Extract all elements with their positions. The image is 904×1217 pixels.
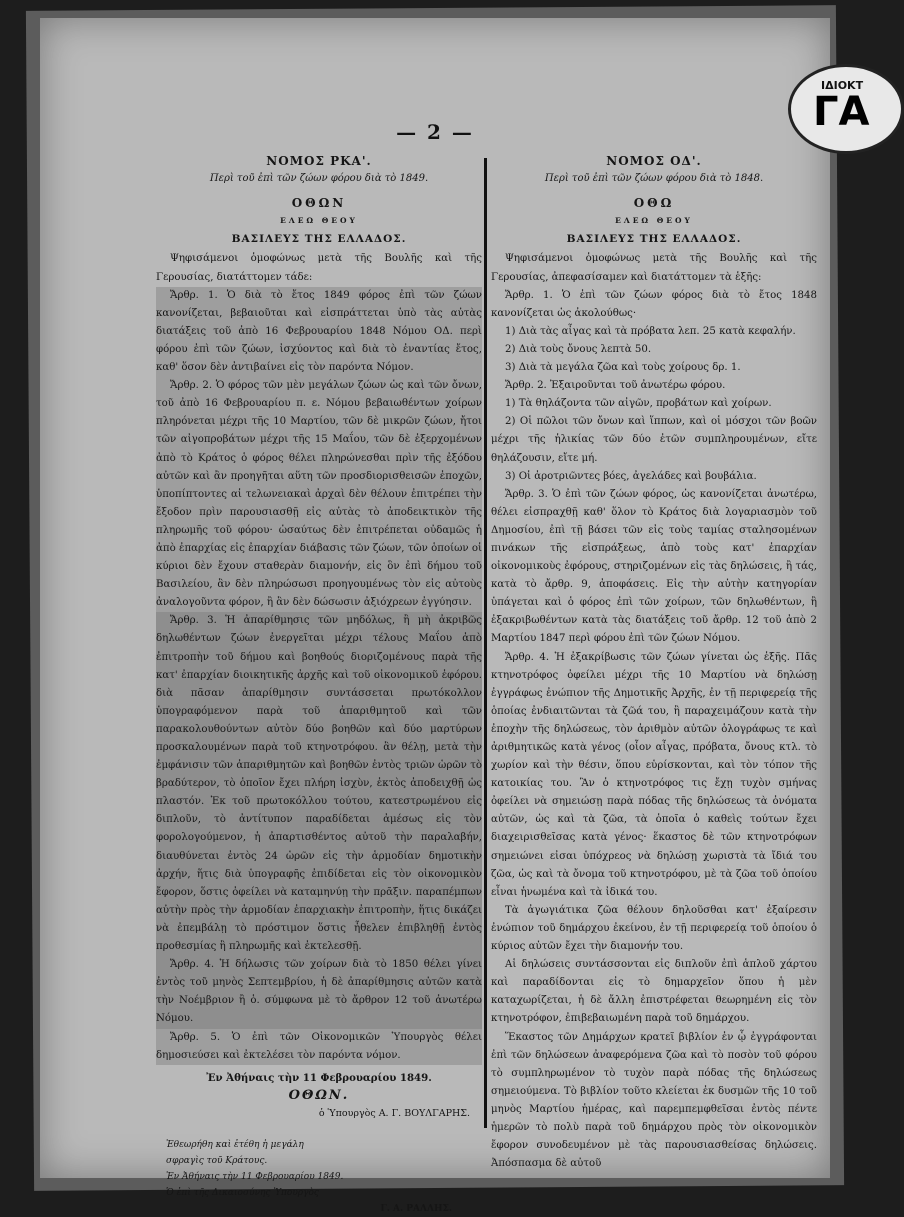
- article-2-item: 1) Τὰ θηλάζοντα τῶν αἰγῶν, προβάτων καὶ χοίρων.: [505, 398, 772, 410]
- article-5: Ἄρθρ. 5. Ὁ ἐπὶ τῶν Οἰκονομικῶν Ὑπουργὸς θέλει δημοσιεύσει καὶ ἐκτελέσει τὸν παρόντα νόμον.: [156, 1029, 482, 1065]
- page-number: — 2 —: [396, 120, 474, 144]
- seal-note-line: Ὁ ἐπὶ τῆς Δικαιοσύνης Ὑπουργὸς: [166, 1187, 319, 1198]
- law-title: ΝΟΜΟΣ ΡΚΑ'.: [266, 154, 372, 168]
- law-subtitle: Περὶ τοῦ ἐπὶ τῶν ζώων φόρου διὰ τὸ 1848.: [544, 173, 764, 185]
- king-title: ΒΑΣΙΛΕΥΣ ΤΗΣ ΕΛΛΑΔΟΣ.: [566, 233, 742, 246]
- article-1-item: 3) Διὰ τὰ μεγάλα ζῶα καὶ τοὺς χοίρους δρ. 1.: [505, 362, 741, 374]
- seal-note-line: σφραγὶς τοῦ Κράτους.: [166, 1155, 268, 1166]
- article-1-item: 2) Διὰ τοὺς ὄνους λεπτὰ 50.: [505, 343, 652, 355]
- king-title: ΒΑΣΙΛΕΥΣ ΤΗΣ ΕΛΛΑΔΟΣ.: [231, 233, 407, 246]
- stamp-big-text: ΓΑ: [813, 89, 870, 135]
- right-column: [491, 146, 817, 1173]
- seal-note-line: Ἐθεωρήθη καὶ ἐτέθη ἡ μεγάλη: [166, 1139, 304, 1150]
- minister-signature: ὁ Ὑπουργὸς Α. Γ. ΒΟΥΛΓΑΡΗΣ.: [318, 1107, 470, 1119]
- article-3: Ἄρθρ. 3. Ἡ ἀπαρίθμησις τῶν μηδόλως, ἢ μὴ ἀκριβῶς δηλωθέντων ζώων ἐνεργεῖται μέχρι τέλους Μαΐου ἀπὸ ἐπιτροπὴν τοῦ δήμου καὶ βοηθούς διοριζομένους παρὰ τῆς κατ' ἐπαρχίαν διοικητικῆς ἀρχῆς καὶ τοῦ οἰκονομικοῦ ἐφόρου. διὰ πᾶσαν ἀπαρίθμησιν συντάσσεται πρωτόκολλον ὑπογραφόμενον παρὰ τοῦ ἀπαριθμητοῦ καὶ τῶν παρακολουθούντων αὐτὸν δύο βοηθῶν καὶ δύο μαρτύρων προσκαλουμένων παρὰ τοῦ κτηνοτρόφου. ἂν θέλῃ, μετὰ τὴν ἐμφάνισιν τῶν ἀπαριθμητῶν καὶ βοηθῶν ἐντὸς τριῶν ὡρῶν τὸ βραδύτερον, τὸ ὁποῖον ἔχει πλήρη ἰσχὺν, ἐκτὸς ἀποδειχθῇ ὡς πλαστόν. Ἐκ τοῦ πρωτοκόλλου τούτου, κατεστρωμένου εἰς διπλοῦν, τὸ ἀντίτυπον παραδίδεται ἀμέσως εἰς τὸν φορολογούμενον, ἡ ἀπαρτισθέντος αὐτοῦ τὴν παραλαβήν, διαυθύνεται ἐντὸς 24 ὡρῶν εἰς τὴν ἁρμοδίαν δημοτικὴν ἀρχήν, ἥτις διὰ ὑπογραφῆς ἐπιδίδεται εἰς τὸν οἰκονομικὸν ἔφορον, ὅστις ὀφείλει νὰ καταμηνύῃ τὴν πρᾶξιν. παραπέμπων αὐτὴν πρὸς τὴν ἁρμοδίαν ἐπαρχιακὴν ἐπιτροπὴν, ἥτις δικάζει νὰ ἐπεμβάλῃ τὸ πρόστιμον ὅστις ἦθελεν ἐπιβληθῇ ἐντὸς προθεσμίας ἢ πληρωμῆς καὶ ἐκτελεσθῇ.: [156, 612, 482, 956]
- article-4: Ἄρθρ. 4. Ἡ δήλωσις τῶν χοίρων διὰ τὸ 1850 θέλει γίνει ἐντὸς τοῦ μηνὸς Σεπτεμβρίου, ἡ δὲ ἀπαρίθμησις αὐτῶν κατὰ τὴν Νοέμβριον ἢ ὁ. σύμφωνα μὲ τὸ ἄρθρον 12 τοῦ ἀνωτέρω Νόμου.: [156, 956, 482, 1028]
- article-1-item: 1) Διὰ τὰς αἶγας καὶ τὰ πρόβατα λεπ. 25 κατὰ κεφαλήν.: [505, 325, 796, 337]
- seal-note-signature: Γ. Α. ΡΑΛΛΗΣ.: [380, 1203, 452, 1214]
- law-title: ΝΟΜΟΣ ΟΔ'.: [606, 154, 702, 168]
- seal-note: [156, 1137, 482, 1217]
- article-4: Ἄρθρ. 4. Ἡ ἐξακρίβωσις τῶν ζώων γίνεται ὡς ἑξῆς. Πᾶς κτηνοτρόφος ὀφείλει μέχρι τῆς 10 Μαρτίου νὰ δηλώσῃ ἐγγράφως ἐνώπιον τῆς Δημοτικῆς Ἀρχῆς, ἐν τῇ περιφερείᾳ τῆς ὁποίας ἐνδιαιτῶνται τὰ ζῶά του, ἢ παραχειμάζουν κατὰ τὴν ἐποχὴν τῆς δηλώσεως, τὸν ἀριθμὸν αὐτῶν ὁλογράφως τε καὶ ἀριθμητικῶς κατὰ γένος (οἷον αἶγας, πρόβατα, ὄνους κτλ. τὸ χωρίον καὶ τὴν θέσιν, ὅπου εὑρίσκονται, καὶ τὸν τόπον τῆς κατοικίας του. Ἂν ὁ κτηνοτρόφος τις ἔχῃ τυχὸν σμήνας ὀφείλει νὰ σημειώσῃ παρὰ πόδας τῆς δηλώσεως τὰ ὀνόματα αὐτῶν, ὡς καὶ τὰ ζῶα, τὰ ὁποῖα ὁ καθεὶς τούτων ἔχει διαχειρισθεῖσας κατὰ γένος· ἕκαστος δὲ τῶν κτηνοτρόφων σημειώνει εἰσαι ὑπόχρεος νὰ δηλώσῃ χωριστὰ τὰ ἴδιά του ζῶα, ὡς καὶ τὰ ὄνομα τοῦ κτηνοτρόφου, μὲ τὰ ζῶα τοῦ ὁποίου εἶναι ἡνωμένα καὶ τὰ ἰδικά του.: [491, 651, 817, 898]
- article-2-item: 2) Οἱ πῶλοι τῶν ὄνων καὶ ἵππων, καὶ οἱ μόσχοι τῶν βοῶν μέχρι τῆς ἡλικίας τῶν δύο ἐτῶν συμπληρουμένων, εἴτε θηλάζουσιν, εἴτε μή.: [491, 416, 817, 464]
- king-signature: ΟΘΩΝ.: [288, 1087, 350, 1103]
- article-2-item: 3) Οἱ ἀροτριῶντες βόες, ἀγελάδες καὶ βουβάλια.: [505, 470, 757, 482]
- document-page: [40, 18, 870, 1214]
- preamble: Ψηφισάμενοι ὁμοφώνως μετὰ τῆς Βουλῆς καὶ τῆς Γερουσίας, διατάττομεν τάδε:: [156, 253, 482, 283]
- article-1: Ἄρθρ. 1. Ὁ διὰ τὸ ἔτος 1849 φόρος ἐπὶ τῶν ζώων κανονίζεται, βεβαιοῦται καὶ εἰσπράττεται ὑπὸ τὰς αὐτὰς διατάξεις τοῦ ἀπὸ 16 Φεβρουαρίου 1848 Νόμου ΟΔ. περὶ φόρου ἐπὶ τῶν ζώων, ἰσχύοντος καὶ διὰ τὸ ἐναντίας ἔτος, καθ' ὅσον δὲν ἀντιβαίνει εἰς τὸν παρόντα Νόμον.: [156, 287, 482, 377]
- stamp-top-text: ΙΔΙΟΚΤ: [821, 79, 864, 92]
- king-name: ΟΘΩ: [633, 196, 675, 211]
- article-2: Ἄρθρ. 2. Ὁ φόρος τῶν μὲν μεγάλων ζώων ὡς καὶ τῶν ὄνων, τοῦ ἀπὸ 16 Φεβρουαρίου π. ε. Νόμου βεβαιωθέντων χοίρων πληρόνεται μέχρι τῆς 10 Μαρτίου, τῶν δὲ μικρῶν ζώων, ἤτοι τῶν αἰγοπροβάτων μέχρι τῆς 15 Μαΐου, τῶν δὲ ἐξερχομένων ἀπὸ τὸ Κράτος ὁ φόρος θέλει πληρώνεσθαι πρὶν τῆς ἐξόδου αὐτῶν καὶ ἂν προηγῆται αὕτη τῶν προσδιορισθεισῶν ἐποχῶν, ὑποπίπτοντες αἱ τελωνειακαὶ ἀρχαὶ δὲν θέλουν ἐπιτρέπει τὴν ἔξοδον πρὶν παρουσιασθῇ εἰς αὐτὰς τὸ ἀποδεικτικὸν τῆς πληρωμῆς τοῦ φόρου· ὡσαύτως δὲν ἐπιτρέπεται οὐδαμῶς ἡ ἀπὸ ἐπαρχίας εἰς ἐπαρχίαν διάβασις τῶν ζώων, τῶν ὁποίων οἱ κύριοι δὲν ἔχουν σταθερὰν διαμονήν, εἰς ὃν ἐπὶ δήμου τοῦ Βασιλείου, ἂν δὲν πληρώσωσι προηγουμένως τὸν εἰς αὐτοὺς ἀναλογοῦντα φόρον, ἢ ἂν δὲν δώσωσιν ἀξιόχρεων ἐγγύησιν.: [156, 377, 482, 612]
- by-grace-of-god: ΕΛΕΩ ΘΕΟΥ: [280, 216, 358, 226]
- article-3: Ἄρθρ. 3. Ὁ ἐπὶ τῶν ζώων φόρος, ὡς κανονίζεται ἀνωτέρω, θέλει εἰσπραχθῇ καθ' ὅλον τὸ Κράτος διὰ λογαριασμὸν τοῦ Δημοσίου, ἐπὶ τῇ βάσει τῶν εἰς τοὺς ταμίας σταλησομένων πινάκων τῆς εἰσπράξεως, ἀπὸ τοὺς κατ' ἐπαρχίαν οἰκονομικοὺς ἐφόρους, στηριζομένων εἰς τὰς δηλώσεις, ἢ τάς, κατὰ τὸ ἄρθρ. 9, ἀποφάσεις. Εἰς τὴν αὐτὴν κατηγορίαν ὑπάγεται καὶ ὁ φόρος ἐπὶ τῶν χοίρων, τῶν δηλωθέντων, ἢ ἐξακριβωθέντων κατὰ τὰς διατάξεις τοῦ ἄρθρ. 12 τοῦ ἀπὸ 2 Μαρτίου 1847 περὶ φόρου ἐπὶ τῶν ζώων Νόμου.: [491, 488, 817, 645]
- column-divider: [484, 158, 487, 1128]
- archive-stamp: [788, 64, 904, 154]
- preamble: Ψηφισάμενοι ὁμοφώνως μετὰ τῆς Βουλῆς καὶ τῆς Γερουσίας, ἀπεφασίσαμεν καὶ διατάττομεν τὰ ἑξῆς:: [491, 253, 817, 283]
- law-subtitle: Περὶ τοῦ ἐπὶ τῶν ζώων φόρου διὰ τὸ 1849.: [209, 173, 429, 185]
- place-date: Ἐν Ἀθήναις τὴν 11 Φεβρουαρίου 1849.: [206, 1071, 432, 1084]
- article-2: Ἄρθρ. 2. Ἐξαιροῦνται τοῦ ἀνωτέρω φόρου.: [505, 380, 726, 392]
- king-name: ΟΘΩΝ: [291, 196, 347, 211]
- article-4-paragraph: Ἕκαστος τῶν Δημάρχων κρατεῖ βιβλίον ἐν ᾧ ἐγγράφονται ἐπὶ τῶν δηλώσεων ἀναφερόμενα ζῶα καὶ τὸ ποσὸν τοῦ φόρου τὸ συμπληρωμένον τὸ τυχὸν παρὰ πόδας τῆς δηλώσεως σημειούμενα. Τὸ βιβλίον τοῦτο κλείεται ἐκ δυσμῶν τῆς 10 τοῦ μηνὸς Μαρτίου ἡμέρας, καὶ παρεμπεμφθεῖσαι ἐντὸς πέντε ἡμερῶν τὸ πολὺ παρὰ τοῦ δημάρχου πρὸς τὸν οἰκονομικὸν ἔφορον συνοδευμένον μὲ τὰς παρουσιασθείσας δηλώσεις. Ἀπόσπασμα δὲ αὐτοῦ: [491, 1031, 817, 1170]
- article-4-paragraph: Τὰ ἀγωγιάτικα ζῶα θέλουν δηλοῦσθαι κατ' ἐξαίρεσιν ἐνώπιον τοῦ δημάρχου ἐκείνου, ἐν τῇ περιφερείᾳ τοῦ ὁποίου ὁ κύριος αὐτῶν ἔχει τὴν διαμονήν του.: [491, 904, 817, 953]
- article-1: Ἄρθρ. 1. Ὁ ἐπὶ τῶν ζώων φόρος διὰ τὸ ἔτος 1848 κανονίζεται ὡς ἀκολούθως·: [491, 289, 817, 319]
- by-grace-of-god: ΕΛΕΩ ΘΕΟΥ: [615, 216, 693, 226]
- article-4-paragraph: Αἱ δηλώσεις συντάσσονται εἰς διπλοῦν ἐπὶ ἁπλοῦ χάρτου καὶ παραδίδονται εἰς τὸ δημαρχεῖον ὅπου ἡ μὲν καταχωρίζεται, ἡ δὲ ἄλλη ἐπιστρέφεται θεωρημένη εἰς τὸν κτηνοτρόφον, ἐπιβεβαιωμένη παρὰ τοῦ δημάρχου.: [491, 959, 817, 1025]
- seal-note-line: Ἐν Ἀθήναις τὴν 11 Φεβρουαρίου 1849.: [166, 1171, 344, 1182]
- left-column: [156, 146, 482, 1217]
